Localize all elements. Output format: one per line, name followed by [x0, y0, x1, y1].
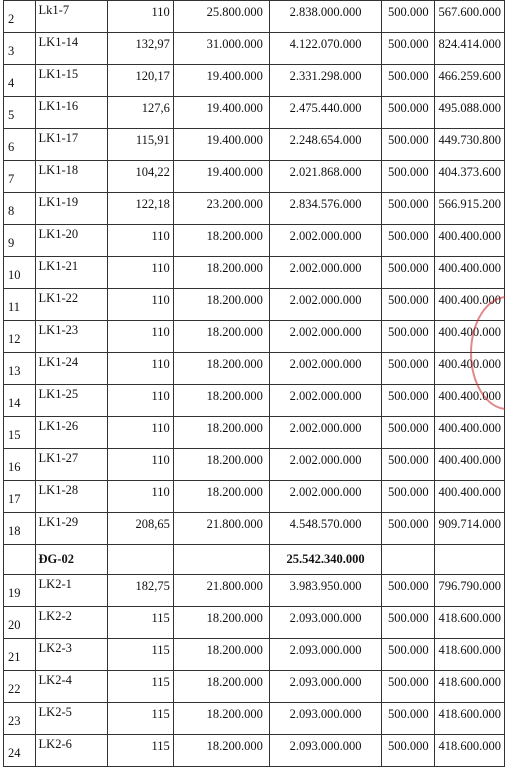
- total-price-cell: 3.983.950.000: [269, 575, 381, 607]
- deposit-cell: 909.714.000: [435, 513, 505, 545]
- total-price-cell: 2.834.576.000: [269, 193, 381, 225]
- table-row: [4, 449, 505, 481]
- lot-code: LK1-27: [35, 449, 108, 481]
- fee-cell: 500.000: [382, 257, 435, 289]
- total-price-cell: 2.002.000.000: [269, 385, 381, 417]
- fee-cell: 500.000: [382, 481, 435, 513]
- deposit-cell: 418.600.000: [435, 735, 505, 767]
- row-number: 14: [4, 385, 36, 417]
- total-price-cell: 2.331.298.000: [269, 65, 381, 97]
- fee-cell: 500.000: [382, 703, 435, 735]
- deposit-cell: 449.730.800: [435, 129, 505, 161]
- area-cell: 115: [108, 735, 174, 767]
- lot-code: LK1-22: [35, 289, 108, 321]
- unit-price-cell: 18.200.000: [173, 639, 269, 671]
- unit-price-cell: 19.400.000: [173, 161, 269, 193]
- deposit-cell: 567.600.000: [435, 1, 505, 33]
- area-cell: 110: [108, 1, 174, 33]
- area-cell: 110: [108, 353, 174, 385]
- total-price-cell: 2.002.000.000: [269, 353, 381, 385]
- table-row: [4, 257, 505, 289]
- fee-cell: 500.000: [382, 607, 435, 639]
- row-number: 20: [4, 607, 36, 639]
- area-cell: 127,6: [108, 97, 174, 129]
- total-price-cell: 2.002.000.000: [269, 225, 381, 257]
- lot-code: LK2-3: [35, 639, 108, 671]
- row-number: 10: [4, 257, 36, 289]
- lot-code: Lk1-7: [35, 1, 108, 33]
- deposit-cell: 495.088.000: [435, 97, 505, 129]
- total-price-cell: 2.093.000.000: [269, 639, 381, 671]
- area-cell: 115: [108, 639, 174, 671]
- row-number: 16: [4, 449, 36, 481]
- row-number: 19: [4, 575, 36, 607]
- row-number: 23: [4, 703, 36, 735]
- total-price-cell: 4.122.070.000: [269, 33, 381, 65]
- row-number: 9: [4, 225, 36, 257]
- deposit-cell: 400.400.000: [435, 353, 505, 385]
- unit-price-cell: 18.200.000: [173, 449, 269, 481]
- area-cell: 115,91: [108, 129, 174, 161]
- table-body: [4, 1, 505, 767]
- deposit-cell: 400.400.000: [435, 385, 505, 417]
- group-row: [4, 545, 505, 575]
- row-number: 12: [4, 321, 36, 353]
- fee-cell: 500.000: [382, 1, 435, 33]
- deposit-cell: [435, 545, 505, 575]
- row-number: 13: [4, 353, 36, 385]
- row-number: 17: [4, 481, 36, 513]
- fee-cell: 500.000: [382, 65, 435, 97]
- table-row: [4, 513, 505, 545]
- deposit-cell: 404.373.600: [435, 161, 505, 193]
- unit-price-cell: 19.400.000: [173, 129, 269, 161]
- deposit-cell: 400.400.000: [435, 289, 505, 321]
- total-price-cell: 2.002.000.000: [269, 449, 381, 481]
- area-cell: [108, 545, 174, 575]
- fee-cell: 500.000: [382, 449, 435, 481]
- fee-cell: 500.000: [382, 161, 435, 193]
- fee-cell: 500.000: [382, 129, 435, 161]
- unit-price-cell: 19.400.000: [173, 65, 269, 97]
- total-price-cell: 25.542.340.000: [269, 545, 381, 575]
- unit-price-cell: 31.000.000: [173, 33, 269, 65]
- lot-code: LK2-6: [35, 735, 108, 767]
- deposit-cell: 418.600.000: [435, 671, 505, 703]
- table-row: [4, 607, 505, 639]
- table-row: [4, 1, 505, 33]
- total-price-cell: 2.093.000.000: [269, 735, 381, 767]
- table-row: [4, 225, 505, 257]
- lot-code: LK1-28: [35, 481, 108, 513]
- fee-cell: 500.000: [382, 289, 435, 321]
- unit-price-cell: 18.200.000: [173, 385, 269, 417]
- area-cell: 110: [108, 449, 174, 481]
- unit-price-cell: 18.200.000: [173, 417, 269, 449]
- lot-code: LK2-1: [35, 575, 108, 607]
- lot-code: LK2-4: [35, 671, 108, 703]
- deposit-cell: 418.600.000: [435, 639, 505, 671]
- area-cell: 120,17: [108, 65, 174, 97]
- lot-code: LK1-18: [35, 161, 108, 193]
- fee-cell: 500.000: [382, 639, 435, 671]
- fee-cell: [382, 545, 435, 575]
- area-cell: 110: [108, 225, 174, 257]
- deposit-cell: 400.400.000: [435, 449, 505, 481]
- area-cell: 208,65: [108, 513, 174, 545]
- area-cell: 104,22: [108, 161, 174, 193]
- table-row: [4, 33, 505, 65]
- area-cell: 132,97: [108, 33, 174, 65]
- total-price-cell: 2.002.000.000: [269, 257, 381, 289]
- total-price-cell: 2.093.000.000: [269, 671, 381, 703]
- fee-cell: 500.000: [382, 321, 435, 353]
- deposit-cell: 418.600.000: [435, 607, 505, 639]
- lot-code: LK1-14: [35, 33, 108, 65]
- deposit-cell: 400.400.000: [435, 321, 505, 353]
- unit-price-cell: 18.200.000: [173, 481, 269, 513]
- row-number: 11: [4, 289, 36, 321]
- row-number: 18: [4, 513, 36, 545]
- table-row: [4, 129, 505, 161]
- lot-code: LK1-25: [35, 385, 108, 417]
- lot-code: LK1-21: [35, 257, 108, 289]
- land-price-table: [3, 0, 505, 767]
- table-row: [4, 193, 505, 225]
- deposit-cell: 418.600.000: [435, 703, 505, 735]
- table-row: [4, 671, 505, 703]
- area-cell: 110: [108, 385, 174, 417]
- unit-price-cell: 18.200.000: [173, 225, 269, 257]
- unit-price-cell: 18.200.000: [173, 353, 269, 385]
- deposit-cell: 400.400.000: [435, 225, 505, 257]
- row-number: [4, 545, 36, 575]
- total-price-cell: 2.838.000.000: [269, 1, 381, 33]
- lot-code: LK1-19: [35, 193, 108, 225]
- unit-price-cell: 18.200.000: [173, 671, 269, 703]
- table-row: [4, 575, 505, 607]
- row-number: 24: [4, 735, 36, 767]
- row-number: 5: [4, 97, 36, 129]
- area-cell: 110: [108, 289, 174, 321]
- area-cell: 110: [108, 257, 174, 289]
- fee-cell: 500.000: [382, 97, 435, 129]
- total-price-cell: 2.002.000.000: [269, 289, 381, 321]
- fee-cell: 500.000: [382, 417, 435, 449]
- total-price-cell: 2.002.000.000: [269, 481, 381, 513]
- total-price-cell: 4.548.570.000: [269, 513, 381, 545]
- table-row: [4, 161, 505, 193]
- row-number: 6: [4, 129, 36, 161]
- table-row: [4, 481, 505, 513]
- unit-price-cell: 21.800.000: [173, 513, 269, 545]
- table-row: [4, 65, 505, 97]
- fee-cell: 500.000: [382, 385, 435, 417]
- deposit-cell: 566.915.200: [435, 193, 505, 225]
- row-number: 15: [4, 417, 36, 449]
- table-row: [4, 385, 505, 417]
- unit-price-cell: 23.200.000: [173, 193, 269, 225]
- unit-price-cell: 18.200.000: [173, 321, 269, 353]
- total-price-cell: 2.093.000.000: [269, 703, 381, 735]
- table-row: [4, 321, 505, 353]
- fee-cell: 500.000: [382, 513, 435, 545]
- unit-price-cell: 19.400.000: [173, 97, 269, 129]
- table-row: [4, 353, 505, 385]
- lot-code: LK1-23: [35, 321, 108, 353]
- lot-code: LK1-26: [35, 417, 108, 449]
- row-number: 8: [4, 193, 36, 225]
- deposit-cell: 824.414.000: [435, 33, 505, 65]
- lot-code: LK2-5: [35, 703, 108, 735]
- unit-price-cell: 18.200.000: [173, 257, 269, 289]
- fee-cell: 500.000: [382, 225, 435, 257]
- total-price-cell: 2.248.654.000: [269, 129, 381, 161]
- lot-code: ĐG-02: [35, 545, 108, 575]
- unit-price-cell: 21.800.000: [173, 575, 269, 607]
- lot-code: LK1-24: [35, 353, 108, 385]
- table-row: [4, 97, 505, 129]
- area-cell: 122,18: [108, 193, 174, 225]
- deposit-cell: 796.790.000: [435, 575, 505, 607]
- unit-price-cell: [173, 545, 269, 575]
- deposit-cell: 466.259.600: [435, 65, 505, 97]
- lot-code: LK1-16: [35, 97, 108, 129]
- deposit-cell: 400.400.000: [435, 257, 505, 289]
- total-price-cell: 2.002.000.000: [269, 321, 381, 353]
- lot-code: LK2-2: [35, 607, 108, 639]
- unit-price-cell: 18.200.000: [173, 735, 269, 767]
- fee-cell: 500.000: [382, 33, 435, 65]
- unit-price-cell: 18.200.000: [173, 607, 269, 639]
- fee-cell: 500.000: [382, 671, 435, 703]
- fee-cell: 500.000: [382, 193, 435, 225]
- area-cell: 115: [108, 607, 174, 639]
- table-row: [4, 417, 505, 449]
- row-number: 21: [4, 639, 36, 671]
- table-row: [4, 639, 505, 671]
- fee-cell: 500.000: [382, 575, 435, 607]
- area-cell: 115: [108, 671, 174, 703]
- area-cell: 110: [108, 417, 174, 449]
- table-row: [4, 703, 505, 735]
- row-number: 22: [4, 671, 36, 703]
- unit-price-cell: 25.800.000: [173, 1, 269, 33]
- area-cell: 182,75: [108, 575, 174, 607]
- row-number: 2: [4, 1, 36, 33]
- fee-cell: 500.000: [382, 735, 435, 767]
- row-number: 4: [4, 65, 36, 97]
- fee-cell: 500.000: [382, 353, 435, 385]
- row-number: 7: [4, 161, 36, 193]
- area-cell: 110: [108, 481, 174, 513]
- unit-price-cell: 18.200.000: [173, 289, 269, 321]
- table-row: [4, 289, 505, 321]
- total-price-cell: 2.021.868.000: [269, 161, 381, 193]
- lot-code: LK1-17: [35, 129, 108, 161]
- lot-code: LK1-29: [35, 513, 108, 545]
- total-price-cell: 2.475.440.000: [269, 97, 381, 129]
- unit-price-cell: 18.200.000: [173, 703, 269, 735]
- row-number: 3: [4, 33, 36, 65]
- total-price-cell: 2.002.000.000: [269, 417, 381, 449]
- total-price-cell: 2.093.000.000: [269, 607, 381, 639]
- lot-code: LK1-15: [35, 65, 108, 97]
- area-cell: 115: [108, 703, 174, 735]
- lot-code: LK1-20: [35, 225, 108, 257]
- deposit-cell: 400.400.000: [435, 417, 505, 449]
- table-row: [4, 735, 505, 767]
- deposit-cell: 400.400.000: [435, 481, 505, 513]
- area-cell: 110: [108, 321, 174, 353]
